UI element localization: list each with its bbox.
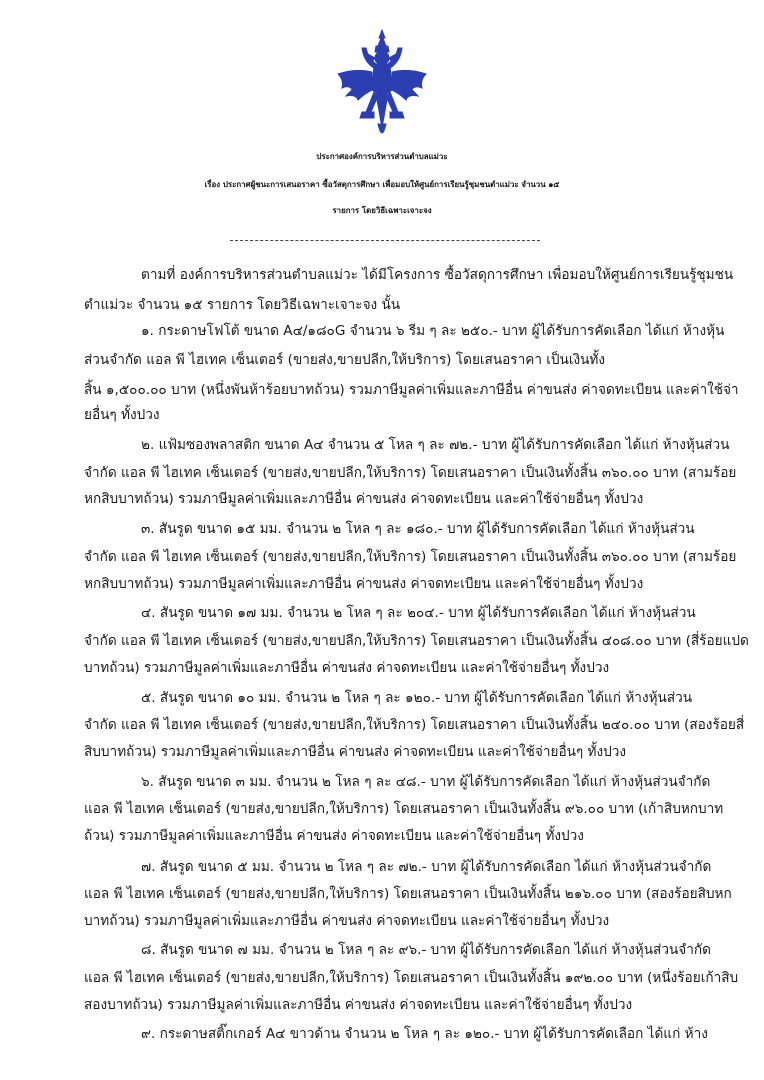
item-line: บาทถ้วน) รวมภาษีมูลค่าเพิ่มและภาษีอื่น ค่าขนส่ง ค่าจดทะเบียน และค่าใช้จ่ายอื่นๆ ทั้งปวง (84, 660, 610, 676)
item-line: แอล พี ไฮเทค เซ็นเตอร์ (ขายส่ง,ขายปลีก,ให้บริการ) โดยเสนอราคา เป็นเงินทั้งสิ้น ๒๑๖.๐๐ บาท (สองร้อยสิบหก (84, 886, 732, 902)
item-line: ๓. สันรูด ขนาด ๑๕ มม. จำนวน ๒ โหล ๆ ละ ๑๘๐.- บาท ผู้ได้รับการคัดเลือก ได้แก่ ห้างหุ้นส่วน (141, 521, 695, 537)
subject-line-1: เรื่อง ประกาศผู้ชนะการเสนอราคา ซื้อวัสดุการศึกษา เพื่อมอบให้ศูนย์การเรียนรู้ชุมชนตำแม่วะ จำนวน ๑๕ (204, 180, 560, 189)
subject-line-2: รายการ โดยวิธีเฉพาะเจาะจง (332, 206, 432, 215)
item-line: ๙. กระดาษสติ๊กเกอร์ A๔ ขาวด้าน จำนวน ๒ โหล ๆ ละ ๑๒๐.- บาท ผู้ได้รับการคัดเลือก ได้แก่ ห้าง (141, 1026, 708, 1042)
title-divider (230, 240, 540, 241)
item-line: ๗. สันรูด ขนาด ๕ มม. จำนวน ๒ โหล ๆ ละ ๗๒.- บาท ผู้ได้รับการคัดเลือก ได้แก่ ห้างหุ้นส่วนจำกัด (141, 859, 712, 875)
item-line: แอล พี ไฮเทค เซ็นเตอร์ (ขายส่ง,ขายปลีก,ให้บริการ) โดยเสนอราคา เป็นเงินทั้งสิ้น ๙๖.๐๐ บาท (เก้าสิบหกบาท (84, 801, 724, 817)
item-line: ๘. สันรูด ขนาด ๗ มม. จำนวน ๒ โหล ๆ ละ ๙๖.- บาท ผู้ได้รับการคัดเลือก ได้แก่ ห้างหุ้นส่วนจำกัด (141, 942, 711, 958)
intro-line: ตามที่ องค์การบริหารส่วนตำบลแม่วะ ได้มีโครงการ ซื้อวัสดุการศึกษา เพื่อมอบให้ศูนย์การเรียนรู้ชุมชน (141, 267, 734, 283)
org-title: ประกาศองค์การบริหารส่วนตำบลแม่วะ (316, 152, 448, 161)
item-line: ยอื่นๆ ทั้งปวง (84, 407, 160, 423)
item-line: จำกัด แอล พี ไฮเทค เซ็นเตอร์ (ขายส่ง,ขายปลีก,ให้บริการ) โดยเสนอราคา เป็นเงินทั้งสิ้น ๓๖๐.๐๐ บาท (สามร้อย (84, 465, 737, 481)
item-line: ๔. สันรูด ขนาด ๑๗ มม. จำนวน ๒ โหล ๆ ละ ๒๐๔.- บาท ผู้ได้รับการคัดเลือก ได้แก่ ห้างหุ้นส่วน (141, 605, 696, 621)
item-line: จำกัด แอล พี ไฮเทค เซ็นเตอร์ (ขายส่ง,ขายปลีก,ให้บริการ) โดยเสนอราคา เป็นเงินทั้งสิ้น ๓๖๐.๐๐ บาท (สามร้อย (84, 549, 737, 565)
item-line: หกสิบบาทถ้วน) รวมภาษีมูลค่าเพิ่มและภาษีอื่น ค่าขนส่ง ค่าจดทะเบียน และค่าใช้จ่ายอื่นๆ ทั้งปวง (84, 491, 644, 507)
item-line: สองบาทถ้วน) รวมภาษีมูลค่าเพิ่มและภาษีอื่น ค่าขนส่ง ค่าจดทะเบียน และค่าใช้จ่ายอื่นๆ ทั้งปวง (84, 997, 633, 1013)
item-line: สิ้น ๑,๕๐๐.๐๐ บาท (หนึ่งพันห้าร้อยบาทถ้วน) รวมภาษีมูลค่าเพิ่มและภาษีอื่น ค่าขนส่ง ค่าจดทะเบียน และค่าใช้จ่า (84, 382, 739, 398)
item-line: จำกัด แอล พี ไฮเทค เซ็นเตอร์ (ขายส่ง,ขายปลีก,ให้บริการ) โดยเสนอราคา เป็นเงินทั้งสิ้น ๒๔๐.๐๐ บาท (สองร้อยสี่ (84, 717, 745, 733)
item-line: ส่วนจำกัด แอล พี ไฮเทค เซ็นเตอร์ (ขายส่ง,ขายปลีก,ให้บริการ) โดยเสนอราคา เป็นเงินทั้ง (84, 352, 606, 368)
item-line: สิบบาทถ้วน) รวมภาษีมูลค่าเพิ่มและภาษีอื่น ค่าขนส่ง ค่าจดทะเบียน และค่าใช้จ่ายอื่นๆ ทั้งปวง (84, 744, 627, 760)
item-line: ๒. แฟ้มซองพลาสติก ขนาด A๔ จำนวน ๕ โหล ๆ ละ ๗๒.- บาท ผู้ได้รับการคัดเลือก ได้แก่ ห้างหุ้นส่วน (141, 437, 730, 453)
intro-line: ตำแม่วะ จำนวน ๑๕ รายการ โดยวิธีเฉพาะเจาะจง นั้น (84, 297, 401, 313)
item-line: ถ้วน) รวมภาษีมูลค่าเพิ่มและภาษีอื่น ค่าขนส่ง ค่าจดทะเบียน และค่าใช้จ่ายอื่นๆ ทั้งปวง (84, 828, 584, 844)
item-line: จำกัด แอล พี ไฮเทค เซ็นเตอร์ (ขายส่ง,ขายปลีก,ให้บริการ) โดยเสนอราคา เป็นเงินทั้งสิ้น ๔๐๘.๐๐ บาท (สี่ร้อยแปด (84, 633, 749, 649)
item-line: บาทถ้วน) รวมภาษีมูลค่าเพิ่มและภาษีอื่น ค่าขนส่ง ค่าจดทะเบียน และค่าใช้จ่ายอื่นๆ ทั้งปวง (84, 913, 610, 929)
item-line: ๑. กระดาษโฟโต้ ขนาด A๔/๑๘๐G จำนวน ๖ รีม ๆ ละ ๒๕๐.- บาท ผู้ได้รับการคัดเลือก ได้แก่ ห้างหุ้น (141, 323, 725, 339)
item-line: แอล พี ไฮเทค เซ็นเตอร์ (ขายส่ง,ขายปลีก,ให้บริการ) โดยเสนอราคา เป็นเงินทั้งสิ้น ๑๙๒.๐๐ บาท (หนึ่งร้อยเก้าสิบ (84, 970, 739, 986)
item-line: หกสิบบาทถ้วน) รวมภาษีมูลค่าเพิ่มและภาษีอื่น ค่าขนส่ง ค่าจดทะเบียน และค่าใช้จ่ายอื่นๆ ทั้งปวง (84, 576, 644, 592)
item-line: ๖. สันรูด ขนาด ๓ มม. จำนวน ๒ โหล ๆ ละ ๔๘.- บาท ผู้ได้รับการคัดเลือก ได้แก่ ห้างหุ้นส่วนจำกัด (141, 774, 711, 790)
item-line: ๕. สันรูด ขนาด ๑๐ มม. จำนวน ๒ โหล ๆ ละ ๑๒๐.- บาท ผู้ได้รับการคัดเลือก ได้แก่ ห้างหุ้นส่วน (141, 690, 693, 706)
garuda-emblem-icon (334, 28, 430, 144)
